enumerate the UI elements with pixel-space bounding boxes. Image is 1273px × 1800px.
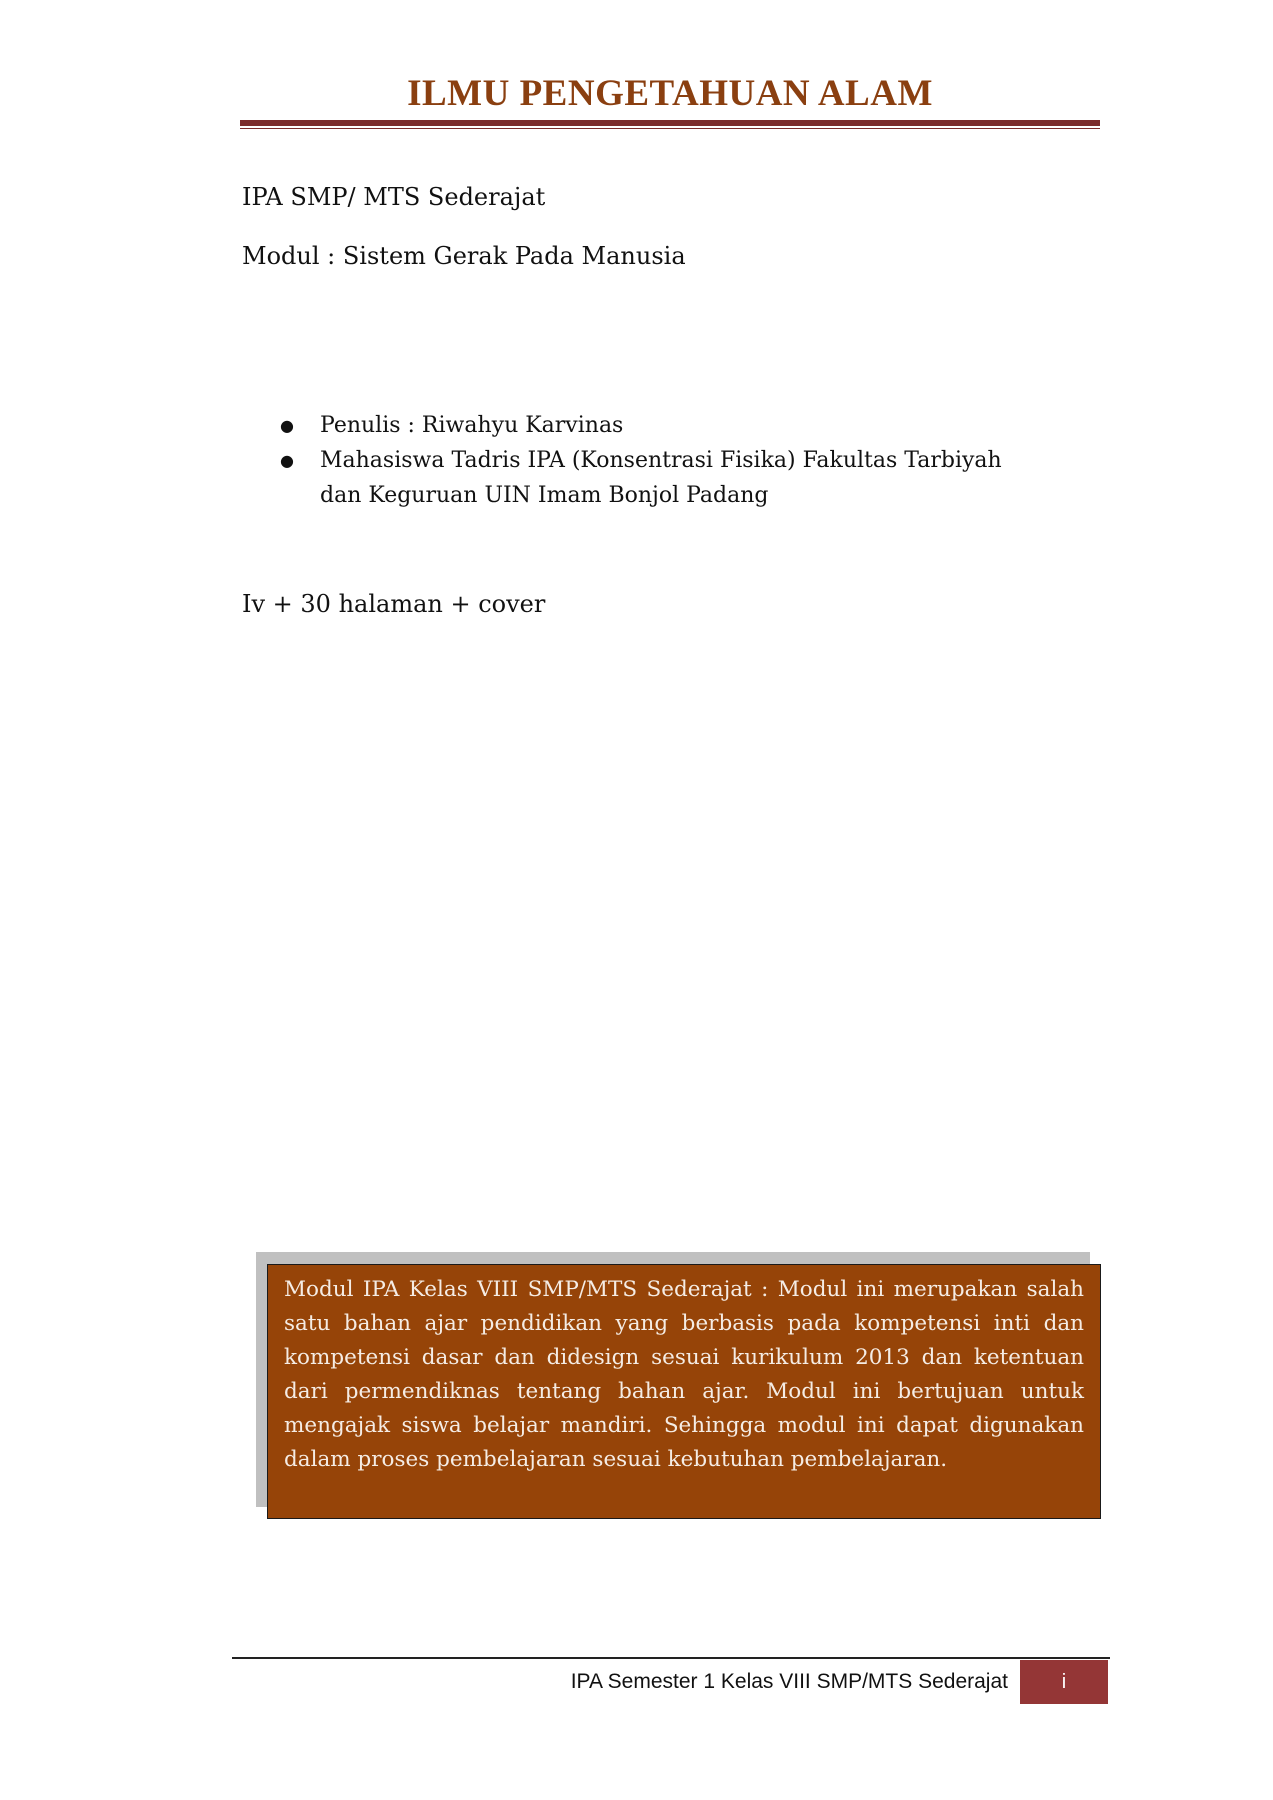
bullet-icon: ● [280,416,294,435]
footer-text: IPA Semester 1 Kelas VIII SMP/MTS Sederajat [570,1670,1008,1693]
title-underline-thick [240,120,1100,126]
level-text: IPA SMP/ MTS Sederajat [242,183,546,211]
title-underline-thin [240,128,1100,129]
footer-divider [232,1657,1110,1659]
bullet-icon: ● [280,451,294,470]
module-text: Modul : Sistem Gerak Pada Manusia [242,242,686,270]
list-item [280,443,1040,513]
list-item [280,408,1040,443]
document-title: ILMU PENGETAHUAN ALAM [407,73,933,114]
page-number-badge: i [1020,1660,1108,1704]
author-list [280,408,1040,513]
author-affiliation: Mahasiswa Tadris IPA (Konsentrasi Fisika) Fakultas Tarbiyah dan Keguruan UIN Imam Bonjol Padang [320,448,1002,508]
page-count-text: Iv + 30 halaman + cover [242,590,546,618]
author-name: Penulis : Riwahyu Karvinas [320,413,624,438]
description-box: Modul IPA Kelas VIII SMP/MTS Sederajat : Modul ini merupakan salah satu bahan ajar pendidikan yang berbasis pada kompetensi inti dan kompetensi dasar dan didesign sesuai kurikulum 2013 dan ketentuan dari permendiknas tentang bahan ajar. Modul ini bertujuan untuk mengajak siswa belajar mandiri. Sehingga modul ini dapat digunakan dalam proses pembelajaran sesuai kebutuhan pembelajaran. [267,1264,1101,1519]
